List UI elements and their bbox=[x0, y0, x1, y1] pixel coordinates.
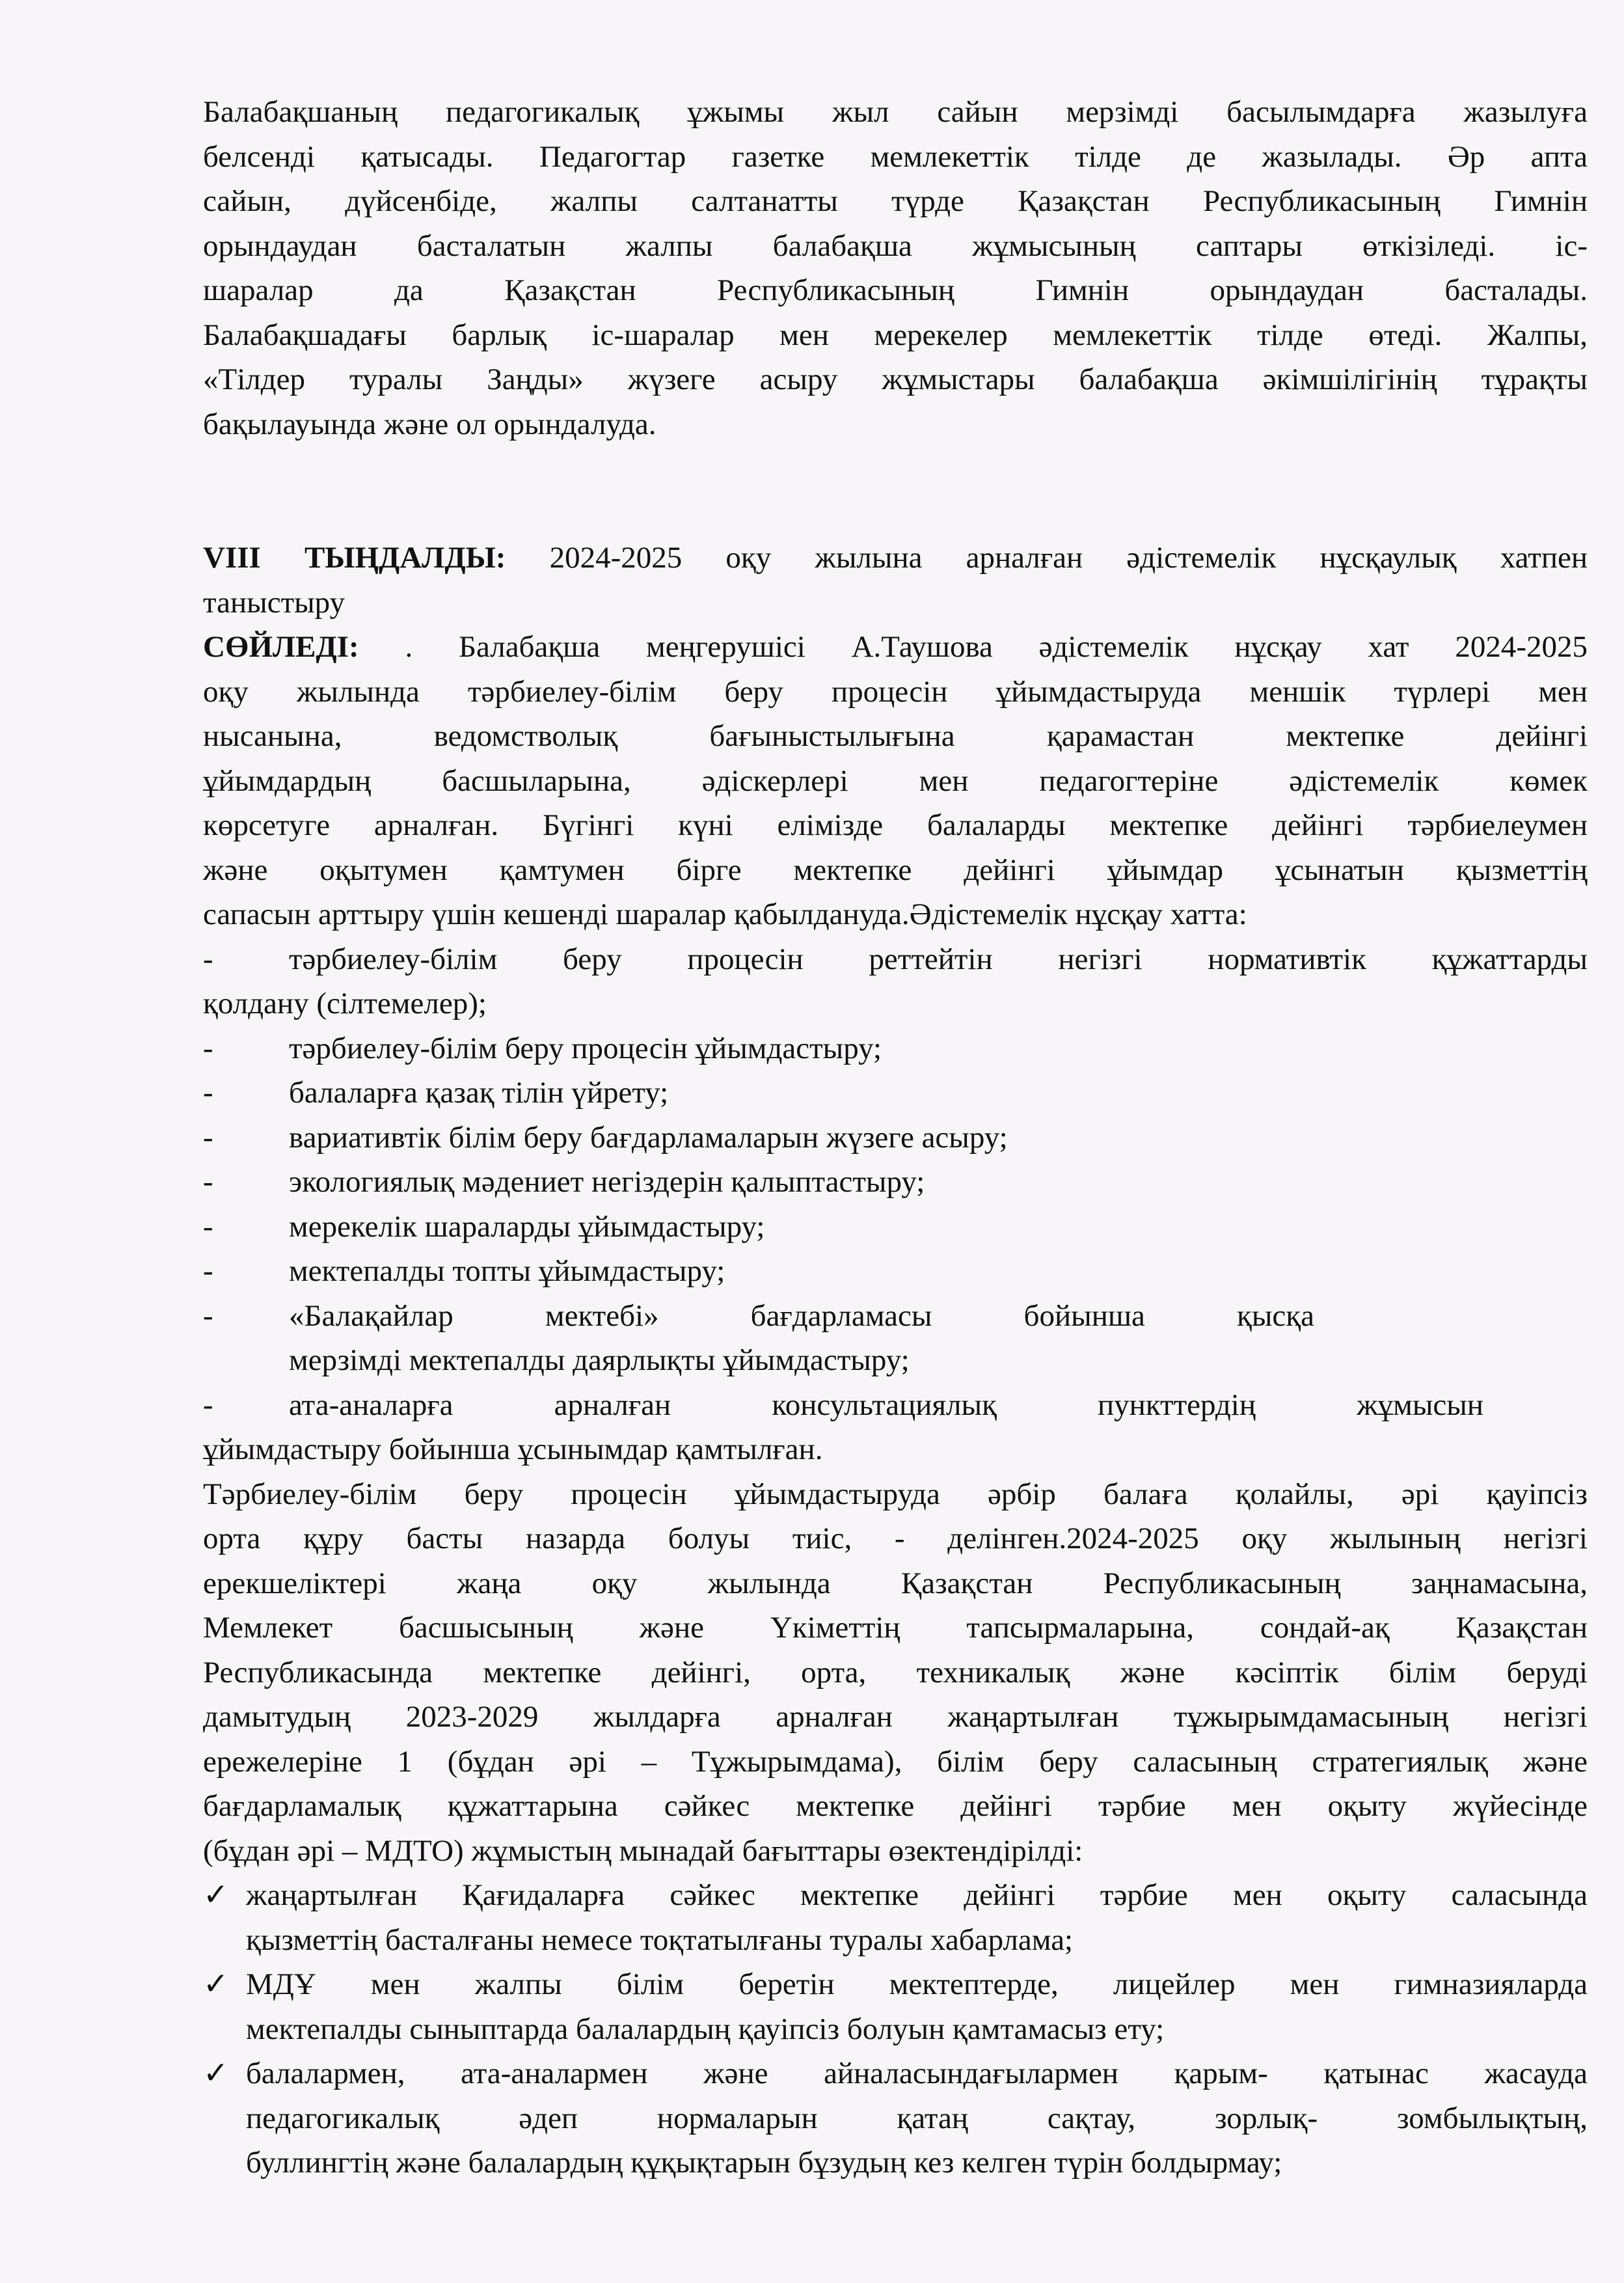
body-paragraph bbox=[203, 1472, 1588, 1874]
heard-line bbox=[203, 536, 1588, 581]
intro-line: «Тілдер туралы Заңды» жүзеге асыру жұмыстары балабақша әкімшілігінің тұрақты bbox=[203, 362, 1588, 396]
spoke-line: оқу жылында тәрбиелеу-білім беру процесін ұйымдастыруда меншік түрлері мен bbox=[203, 674, 1588, 709]
dash-marker: - bbox=[203, 1076, 213, 1110]
intro-line: сайын, дүйсенбіде, жалпы салтанатты түрде Қазақстан Республикасының Гимнін bbox=[203, 184, 1588, 218]
spoke-section bbox=[203, 625, 1588, 937]
body-line: ерекшеліктері жаңа оқу жылында Қазақстан Республикасының заңнамасына, bbox=[203, 1566, 1588, 1600]
list-item-text: экологиялық мәдениет негіздерін қалыптастыру; bbox=[289, 1165, 925, 1199]
heard-topic: 2024-2025 оқу жылына арналған әдістемелік нұсқаулық хатпен bbox=[506, 541, 1588, 575]
list-item bbox=[203, 1160, 1588, 1205]
heard-topic-cont: таныстыру bbox=[203, 585, 345, 620]
list-item bbox=[203, 1026, 1588, 1071]
list-item bbox=[203, 1294, 1588, 1339]
dash-marker: - bbox=[203, 942, 213, 976]
body-line: дамытудың 2023-2029 жылдарға арналған жаңартылған тұжырымдамасының негізгі bbox=[203, 1700, 1588, 1734]
check-item-text: МДҰ мен жалпы білім беретін мектептерде, лицейлер мен гимназияларда bbox=[246, 1967, 1588, 2001]
list-item-text: балаларға қазақ тілін үйрету; bbox=[289, 1076, 669, 1110]
intro-paragraph bbox=[203, 90, 1588, 446]
body-line: Тәрбиелеу-білім беру процесін ұйымдастыруда әрбір балаға қолайлы, әрі қауіпсіз bbox=[203, 1477, 1588, 1511]
body-line: Мемлекет басшысының және Үкіметтің тапсырмаларына, сондай-ақ Қазақстан bbox=[203, 1611, 1588, 1645]
list-item-text: тәрбиелеу-білім беру процесін ұйымдастыру; bbox=[289, 1031, 882, 1065]
dash-marker: - bbox=[203, 1165, 213, 1199]
heard-label: VIII ТЫҢДАЛДЫ: bbox=[203, 541, 506, 575]
list-item-cont: мерзімді мектепалды даярлықты ұйымдастыру; bbox=[289, 1343, 910, 1377]
spoke-line: ұйымдардың басшыларына, әдіскерлері мен педагогтеріне әдістемелік көмек bbox=[203, 763, 1588, 798]
list-item-text: мектепалды топты ұйымдастыру; bbox=[289, 1254, 725, 1288]
check-item-text: балалармен, ата-аналармен және айналасындағылармен қарым- қатынас жасауда bbox=[246, 2057, 1588, 2090]
dash-marker: - bbox=[203, 1120, 213, 1155]
spoke-line: нысанына, ведомстволық бағыныстылығына қарамастан мектепке дейінгі bbox=[203, 719, 1588, 753]
check-item-text: мектепалды сыныптарда балалардың қауіпсіз болуын қамтамасыз ету; bbox=[246, 2012, 1165, 2046]
spoke-text: . Балабақша меңгерушісі А.Таушова әдістемелік нұсқау хат 2024-2025 bbox=[359, 630, 1588, 664]
list-item-cont: қолдану (сілтемелер); bbox=[203, 987, 487, 1020]
body-line: Республикасында мектепке дейінгі, орта, техникалық және кәсіптік білім беруді bbox=[203, 1655, 1588, 1689]
list-item-text: мерекелік шараларды ұйымдастыру; bbox=[289, 1209, 765, 1244]
check-item-text: жаңартылған Қағидаларға сәйкес мектепке дейінгі тәрбие мен оқыту саласында bbox=[246, 1878, 1588, 1912]
check-item bbox=[203, 1962, 1588, 2051]
dash-marker: - bbox=[203, 1209, 213, 1244]
spoke-label: СӨЙЛЕДІ: bbox=[203, 630, 359, 664]
body-line: ережелеріне 1 (бұдан әрі – Тұжырымдама), білім беру саласының стратегиялық және bbox=[203, 1744, 1588, 1779]
body-line: орта құру басты назарда болуы тиіс, - делінген.2024-2025 оқу жылының негізгі bbox=[203, 1522, 1588, 1555]
list-item bbox=[203, 1383, 1588, 1428]
intro-line: Балабақшадағы барлық іс-шаралар мен мерекелер мемлекеттік тілде өтеді. Жалпы, bbox=[203, 318, 1588, 352]
check-list bbox=[203, 1873, 1588, 2185]
list-item bbox=[203, 1205, 1588, 1250]
spoke-line bbox=[203, 625, 1588, 670]
list-item bbox=[203, 937, 1588, 982]
spoke-line: көрсетуге арналған. Бүгінгі күні елімізде балаларды мектепке дейінгі тәрбиелеумен bbox=[203, 808, 1588, 842]
list-item bbox=[203, 1071, 1588, 1115]
checkmark-icon: ✓ bbox=[203, 1878, 229, 1912]
heard-section bbox=[203, 536, 1588, 625]
list-item bbox=[203, 1249, 1588, 1294]
dash-marker: - bbox=[203, 1254, 213, 1288]
spoke-line: және оқытумен қамтумен бірге мектепке дейінгі ұйымдар ұсынатын қызметтің bbox=[203, 853, 1588, 887]
body-line: бағдарламалық құжаттарына сәйкес мектепке дейінгі тәрбие мен оқыту жүйесінде bbox=[203, 1789, 1588, 1823]
body-line: (бұдан әрі – МДТО) жұмыстың мынадай бағыттары өзектендірілді: bbox=[203, 1833, 1083, 1868]
list-item-cont: ұйымдастыру бойынша ұсынымдар қамтылған. bbox=[203, 1432, 823, 1466]
list-item bbox=[203, 1115, 1588, 1160]
spoke-line: сапасын арттыру үшін кешенді шаралар қабылдануда.Әдістемелік нұсқау хатта: bbox=[203, 897, 1247, 931]
dash-marker: - bbox=[203, 1388, 213, 1422]
check-item-text: педагогикалық әдеп нормаларын қатаң сақтау, зорлық- зомбылықтың, bbox=[246, 2101, 1588, 2135]
dash-marker: - bbox=[203, 1031, 213, 1065]
checkmark-icon: ✓ bbox=[203, 1967, 229, 2001]
section-gap bbox=[203, 446, 1588, 536]
list-item-text: тәрбиелеу-білім беру процесін реттейтін негізгі нормативтік құжаттарды bbox=[289, 942, 1588, 976]
intro-line: белсенді қатысады. Педагогтар газетке мемлекеттік тілде де жазылады. Әр апта bbox=[203, 139, 1588, 174]
list-item-text: ата-аналарға арналған консультациялық пункттердің жұмысын bbox=[289, 1388, 1483, 1422]
checkmark-icon: ✓ bbox=[203, 2057, 229, 2090]
intro-line: бақылауында және ол орындалуда. bbox=[203, 407, 656, 441]
check-item-text: буллингтің және балалардың құқықтарын бұзудың кез келген түрін болдырмау; bbox=[246, 2146, 1282, 2180]
check-item-text: қызметтің басталғаны немесе тоқтатылғаны туралы хабарлама; bbox=[246, 1922, 1074, 1957]
document-page bbox=[203, 90, 1588, 2185]
check-item bbox=[203, 2051, 1588, 2185]
intro-line: орындаудан басталатын жалпы балабақша жұмысының саптары өткізіледі. іс- bbox=[203, 228, 1588, 263]
dash-list bbox=[203, 937, 1588, 1472]
list-item-text: «Балақайлар мектебі» бағдарламасы бойынша қысқа bbox=[289, 1298, 1314, 1333]
intro-line: Балабақшаның педагогикалық ұжымы жыл сайын мерзімді басылымдарға жазылуға bbox=[203, 95, 1588, 129]
dash-marker: - bbox=[203, 1298, 213, 1333]
check-item bbox=[203, 1873, 1588, 1962]
intro-line: шаралар да Қазақстан Республикасының Гимнін орындаудан басталады. bbox=[203, 273, 1588, 307]
list-item-text: вариативтік білім беру бағдарламаларын жүзеге асыру; bbox=[289, 1120, 1008, 1155]
